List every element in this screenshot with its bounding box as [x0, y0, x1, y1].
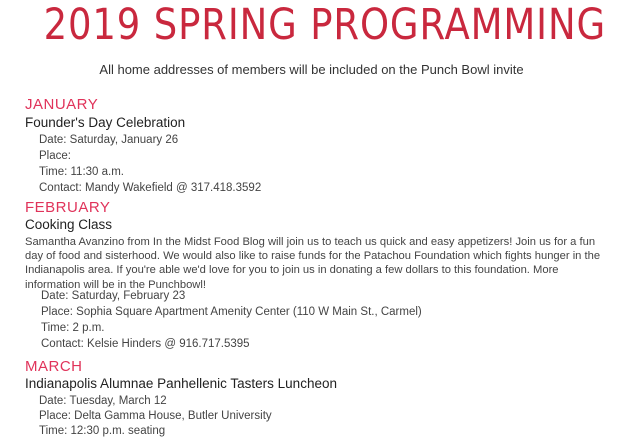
month-heading-march: MARCH: [25, 358, 83, 375]
event-date: Date: Saturday, January 26: [39, 134, 179, 146]
event-contact: Contact: Kelsie Hinders @ 916.717.5395: [41, 338, 250, 350]
page-title: 2019 SPRING PROGRAMMING: [43, 0, 606, 50]
event-place: Place: Sophia Square Apartment Amenity Center (110 W Main St., Carmel): [41, 306, 422, 318]
event-title: Indianapolis Alumnae Panhellenic Tasters Luncheon: [25, 376, 337, 391]
event-place: Place: Delta Gamma House, Butler University: [39, 410, 272, 422]
event-time: Time: 11:30 a.m.: [39, 166, 125, 178]
event-time: Time: 2 p.m.: [41, 322, 105, 334]
event-title: Cooking Class: [25, 217, 113, 232]
event-date: Date: Saturday, February 23: [41, 290, 186, 302]
event-time: Time: 12:30 p.m. seating: [39, 425, 166, 437]
event-place: Place:: [39, 150, 71, 162]
month-heading-january: JANUARY: [25, 96, 99, 113]
event-contact: Contact: Mandy Wakefield @ 317.418.3592: [39, 182, 262, 194]
page-subtitle: All home addresses of members will be included on the Punch Bowl invite: [99, 62, 524, 77]
month-heading-february: FEBRUARY: [25, 199, 111, 216]
event-title: Founder's Day Celebration: [25, 115, 186, 130]
event-description: Samantha Avanzino from In the Midst Food Blog will join us to teach us quick and easy appetizers! Join us for a fun day of food and sisterhood. We would also like to raise funds for the Patachou Foundation which fights hunger in the Indianapolis area. If you're able we'd love for you to join us in donating a few dollars to this foundation. More information will be in the Punchbowl!: [25, 236, 601, 291]
event-date: Date: Tuesday, March 12: [39, 395, 167, 407]
